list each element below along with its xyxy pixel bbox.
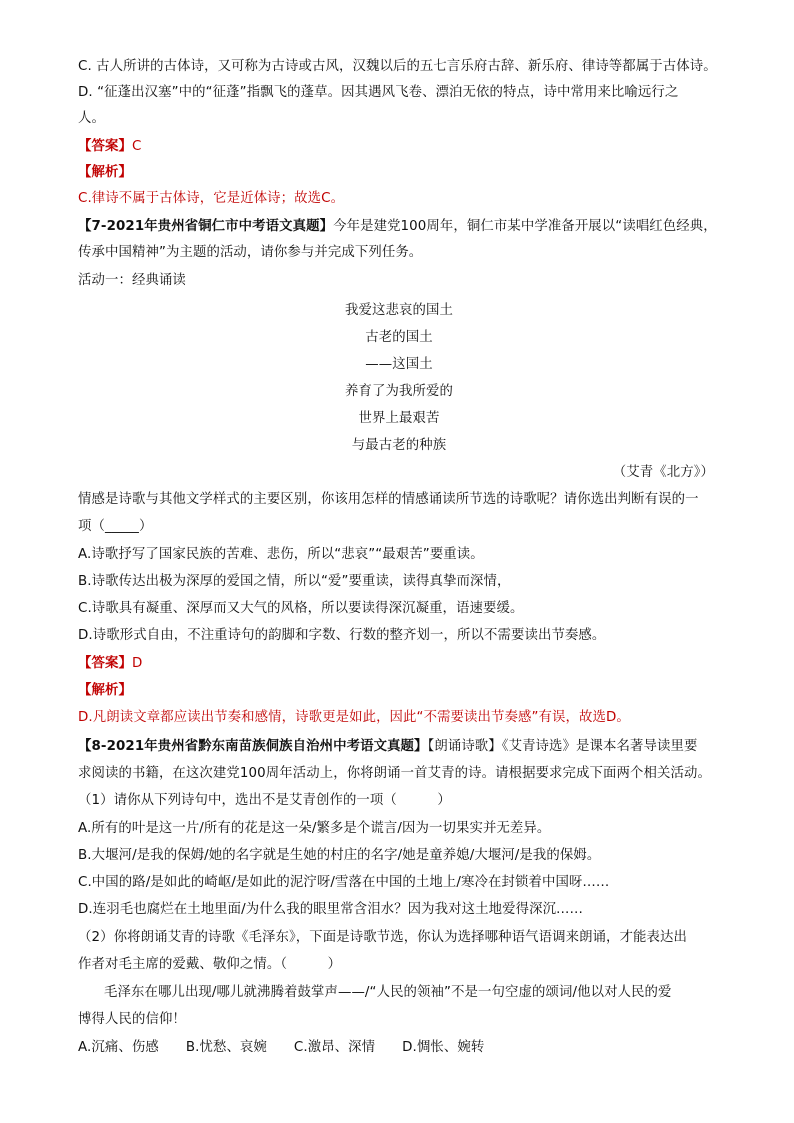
q7-intro-line2: 传承中国精神”为主题的活动，请你参与并完成下列任务。 (78, 245, 423, 260)
poem-author: （艾青《北方》） (612, 465, 714, 480)
q8-sub1-option-d: D.连羽毛也腐烂在土地里面/为什么我的眼里常含泪水？因为我对这土地爱得深沉…… (78, 902, 584, 917)
q7-answer (78, 655, 142, 673)
poem-line: ——这国土 (365, 357, 433, 372)
q8-intro-line1 (78, 738, 697, 756)
answer-tag: 【答案】 (78, 139, 132, 154)
q8-sub1-option-c: C.中国的路/是如此的崎岖/是如此的泥泞呀/雪落在中国的土地上/寒冷在封锁着中国呀…… (78, 875, 610, 890)
poem-line: 养育了为我所爱的 (345, 384, 453, 399)
q7-activity-title: 活动一：经典诵读 (78, 273, 186, 288)
q8-source: 【8-2021年贵州省黔东南苗族侗族自治州中考语文真题】 (78, 739, 428, 754)
q8-sub2-options: A.沉痛、伤感 B.忧愁、哀婉 C.激昂、深情 D.惆怅、婉转 (78, 1040, 485, 1055)
q7-question-suffix: ） (138, 519, 153, 534)
q6-analysis-tag: 【解析】 (78, 165, 132, 180)
poem-line: 古老的国土 (365, 330, 433, 345)
q6-option-d-line2: 人。 (78, 111, 105, 126)
q7-answer-blank: _____ (104, 519, 139, 534)
poem-line: 与最古老的种族 (351, 438, 447, 453)
poem-line: 我爱这悲哀的国土 (345, 303, 453, 318)
q7-source: 【7-2021年贵州省铜仁市中考语文真题】 (78, 219, 334, 234)
q7-option-b: B.诗歌传达出极为深厚的爱国之情，所以“爱”要重读，读得真挚而深情， (78, 574, 511, 589)
q6-analysis-text: C.律诗不属于古体诗，它是近体诗；故选C。 (78, 191, 345, 206)
answer-tag: 【答案】 (78, 656, 132, 671)
q7-option-d: D.诗歌形式自由，不注重诗句的韵脚和字数、行数的整齐划一，所以不需要读出节奏感。 (78, 628, 606, 643)
q8-excerpt-line2: 博得人民的信仰！ (78, 1012, 186, 1027)
q7-option-a: A.诗歌抒写了国家民族的苦难、悲伤，所以“悲哀”“最艰苦”要重读。 (78, 547, 484, 562)
q7-intro: 今年是建党100周年，铜仁市某中学准备开展以“读唱红色经典， (333, 219, 717, 234)
q6-option-c: C. 古人所讲的古体诗，又可称为古诗或古风，汉魏以后的五七言乐府古辞、新乐府、律诗等都属于古体诗。 (78, 59, 717, 74)
q8-sub2-question-line2: 作者对毛主席的爱戴、敬仰之情。（ ） (78, 957, 342, 972)
q8-sub2-question-line1: （2）你将朗诵艾青的诗歌《毛泽东》，下面是诗歌节选，你认为选择哪种语气语调来朗诵，才能表达出 (78, 930, 687, 945)
answer-value: D (131, 656, 143, 671)
q7-intro-line1 (78, 218, 717, 236)
q8-sub1-option-b: B.大堰河/是我的保姆/她的名字就是生她的村庄的名字/她是童养媳/大堰河/是我的保姆。 (78, 848, 601, 863)
q6-option-d-line1: D. “征蓬出汉塞”中的“征蓬”指飘飞的蓬草。因其遇风飞卷、漂泊无依的特点，诗中常用来比喻远行之 (78, 85, 679, 100)
q7-analysis-tag: 【解析】 (78, 683, 132, 698)
q8-sub1-option-a: A.所有的叶是这一片/所有的花是这一朵/繁多是个谎言/因为一切果实并无差异。 (78, 821, 551, 836)
q7-option-c: C.诗歌具有凝重、深厚而又大气的风格，所以要读得深沉凝重，语速要缓。 (78, 601, 524, 616)
answer-value: C (131, 139, 142, 154)
q7-question-prefix: 项（ (78, 519, 105, 534)
q7-question-line2 (78, 518, 152, 536)
q7-analysis-text: D.凡朗读文章都应读出节奏和感情，诗歌更是如此，因此“不需要读出节奏感”有误，故选D。 (78, 710, 630, 725)
q8-sub1-question: （1）请你从下列诗句中，选出不是艾青创作的一项（ ） (78, 793, 451, 808)
q6-answer (78, 138, 141, 156)
q8-intro-line2: 求阅读的书籍，在这次建党100周年活动上，你将朗诵一首艾青的诗。请根据要求完成下面两个相关活动。 (78, 766, 711, 781)
q8-excerpt-line1: 毛泽东在哪儿出现/哪儿就沸腾着鼓掌声——/“人民的领袖”不是一句空虚的颂词/他以对人民的爱 (104, 985, 672, 1000)
poem-line: 世界上最艰苦 (358, 411, 440, 426)
q8-intro: 【朗诵诗歌】《艾青诗选》是课本名著导读里要 (427, 739, 698, 754)
q7-question-line1: 情感是诗歌与其他文学样式的主要区别，你该用怎样的情感诵读所节选的诗歌呢？请你选出判断有误的一 (78, 492, 699, 507)
